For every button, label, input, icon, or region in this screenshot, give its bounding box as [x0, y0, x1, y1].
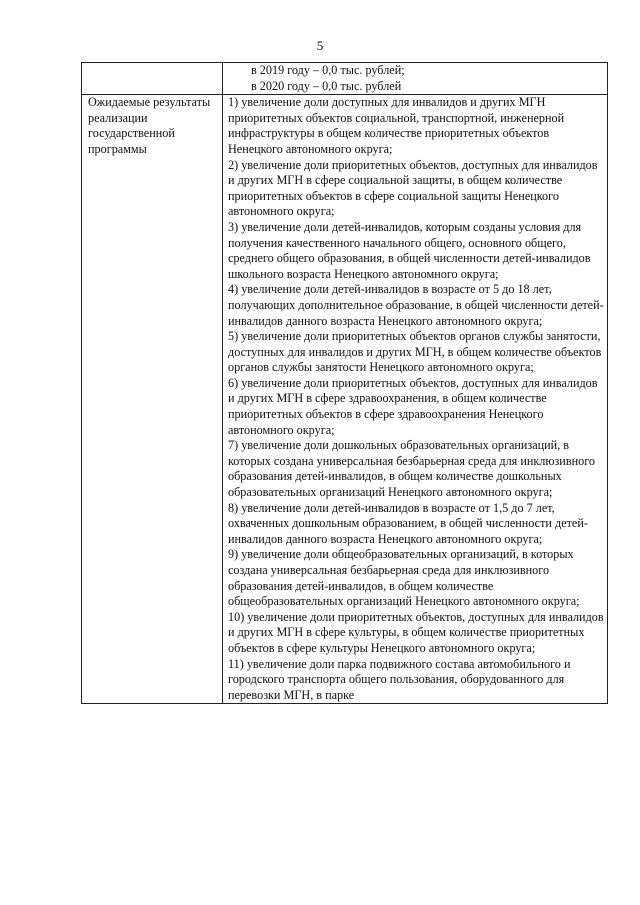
result-item-3: 3) увеличение доли детей-инвалидов, которым созданы условия для получения качественного начального общего, основного общего, среднего общего образования, в общей численности детей-инвалидов школьного возраста Ненецкого автономного округа; [228, 219, 591, 281]
result-item-6: 6) увеличение доли приоритетных объектов, доступных для инвалидов и других МГН в сфере здравоохранения, в общем количестве приоритетных объектов в сфере здравоохранения Ненецкого автономного округа; [228, 375, 598, 437]
funding-label-cell [82, 63, 223, 95]
result-item-11: 11) увеличение доли парка подвижного состава автомобильного и городского транспорта общего пользования, оборудованного для перевозки МГН, в парке [228, 656, 571, 702]
result-item-10: 10) увеличение доли приоритетных объектов, доступных для инвалидов и других МГН в сфере культуры, в общем количестве приоритетных объектов в сфере культуры Ненецкого автономного округа; [228, 609, 604, 655]
results-value-cell [223, 95, 608, 704]
results-row [82, 95, 608, 704]
funding-2019: в 2019 году – 0,0 тыс. рублей; [251, 63, 405, 77]
page-number: 5 [316, 38, 324, 53]
result-item-1: 1) увеличение доли доступных для инвалидов и других МГН приоритетных объектов социальной, транспортной, инженерной инфраструктуры в общем количестве приоритетных объектов Ненецкого автономного округа; [228, 95, 565, 156]
program-passport-table [81, 62, 608, 704]
results-label-cell [82, 95, 223, 704]
funding-value-cell [223, 63, 608, 95]
funding-row [82, 63, 608, 95]
result-item-2: 2) увеличение доли приоритетных объектов, доступных для инвалидов и других МГН в сфере социальной защиты, в общем количестве приоритетных объектов в сфере социальной защиты Ненецкого автономного округа; [228, 157, 598, 219]
funding-2020: в 2020 году – 0,0 тыс. рублей [251, 78, 402, 93]
results-label: Ожидаемые результаты реализации государственной программы [88, 95, 211, 156]
result-item-5: 5) увеличение доли приоритетных объектов органов службы занятости, доступных для инвалидов и других МГН, в общем количестве объектов органов службы занятости Ненецкого автономного округа; [228, 329, 602, 375]
result-item-4: 4) увеличение доли детей-инвалидов в возрасте от 5 до 18 лет, получающих дополнительное образование, в общей численности детей-инвалидов данного возраста Ненецкого автономного округа; [228, 282, 604, 328]
result-item-8: 8) увеличение доли детей-инвалидов в возрасте от 1,5 до 7 лет, охваченных дошкольным образованием, в общей численности детей-инвалидов данного возраста Ненецкого автономного округа; [228, 500, 588, 546]
result-item-7: 7) увеличение доли дошкольных образовательных организаций, в которых создана универсальная безбарьерная среда для инклюзивного образования детей-инвалидов, в общем количестве дошкольных образовательных организаций Ненецкого автономного округа; [228, 438, 595, 500]
result-item-9: 9) увеличение доли общеобразовательных организаций, в которых создана универсальная безбарьерная среда для инклюзивного образования детей-инвалидов, в общем количестве общеобразовательных организаций Ненецкого автономного округа; [228, 547, 580, 609]
